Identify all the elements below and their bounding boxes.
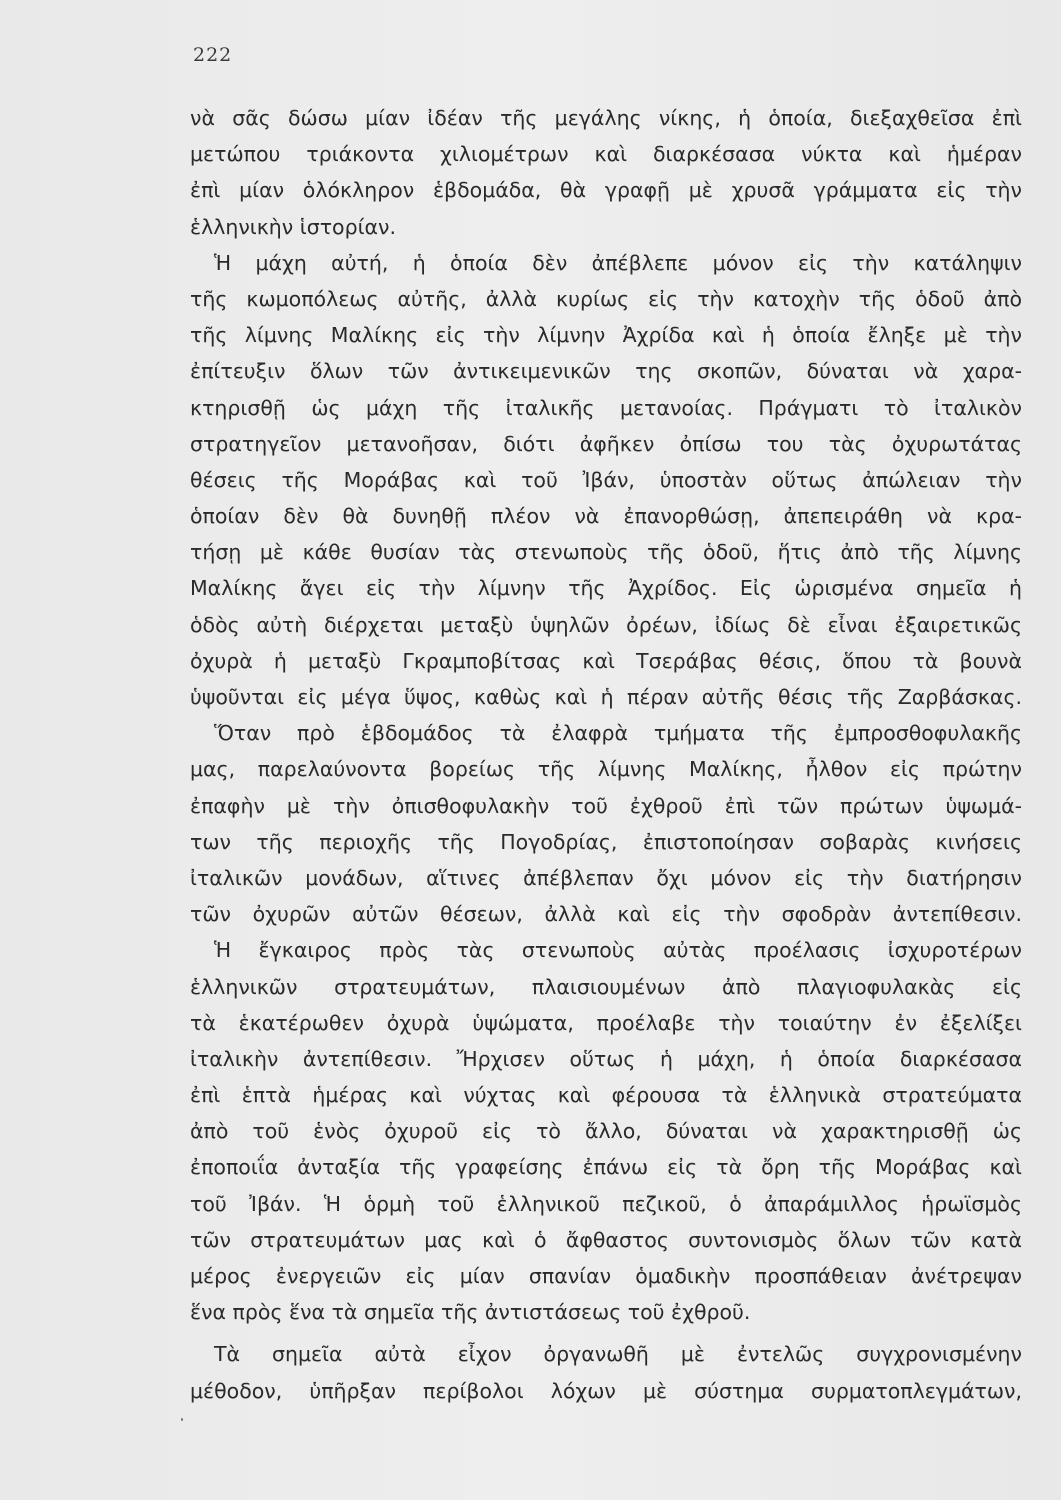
text-line: τοῦ Ἰβάν. Ἡ ὁρμὴ τοῦ ἑλληνικοῦ πεζικοῦ, ὁ ἀπαράμιλλος ἡρωϊσμὸς	[190, 1191, 1022, 1216]
text-line: Μαλίκης ἄγει εἰς τὴν λίμνην τῆς Ἀχρίδος. Εἰς ὡρισμένα σημεῖα ἡ	[190, 576, 1022, 601]
paragraph-start-line: Ὅταν πρὸ ἑβδομάδος τὰ ἐλαφρὰ τμήματα τῆς ἐμπροσθοφυλακῆς	[214, 721, 1022, 746]
text-line: τῶν ὀχυρῶν αὐτῶν θέσεων, ἀλλὰ καὶ εἰς τὴν σφοδρὰν ἀντεπίθεσιν.	[190, 902, 1022, 927]
text-line: ἑλληνικὴν ἱστορίαν.	[190, 214, 397, 239]
paragraph-start-line: Ἡ μάχη αὐτή, ἡ ὁποία δὲν ἀπέβλεπε μόνον εἰς τὴν κατάληψιν	[214, 250, 1022, 275]
paragraph-start-line: Ἡ ἔγκαιρος πρὸς τὰς στενωποὺς αὐτὰς προέλασις ἰσχυροτέρων	[214, 938, 1022, 963]
text-line: στρατηγεῖον μετανοῆσαν, διότι ἀφῆκεν ὀπίσω του τὰς ὀχυρωτάτας	[190, 431, 1022, 456]
text-line: νὰ σᾶς δώσω μίαν ἰδέαν τῆς μεγάλης νίκης, ἡ ὁποία, διεξαχθεῖσα ἐπὶ	[190, 106, 1022, 130]
text-line: τήσῃ μὲ κάθε θυσίαν τὰς στενωποὺς τῆς ὁδοῦ, ἥτις ἀπὸ τῆς λίμνης	[190, 540, 1022, 565]
text-line: ἐπὶ ἑπτὰ ἡμέρας καὶ νύχτας καὶ φέρουσα τὰ ἑλληνικὰ στρατεύματα	[190, 1083, 1022, 1108]
text-line: ἐπαφὴν μὲ τὴν ὀπισθοφυλακὴν τοῦ ἐχθροῦ ἐπὶ τῶν πρώτων ὑψωμά-	[190, 793, 1022, 818]
text-line: των τῆς περιοχῆς τῆς Πογοδρίας, ἐπιστοποίησαν σοβαρὰς κινήσεις	[190, 829, 1022, 854]
text-line: μετώπου τριάκοντα χιλιομέτρων καὶ διαρκέσασα νύκτα καὶ ἡμέραν	[190, 142, 1022, 167]
text-line: μας, παρελαύνοντα βορείως τῆς λίμνης Μαλίκης, ἦλθον εἰς πρώτην	[190, 757, 1022, 782]
text-line: ἀπὸ τοῦ ἑνὸς ὀχυροῦ εἰς τὸ ἄλλο, δύναται νὰ χαρακτηρισθῇ ὡς	[190, 1119, 1022, 1144]
text-line: μέρος ἐνεργειῶν εἰς μίαν σπανίαν ὁμαδικὴν προσπάθειαν ἀνέτρεψαν	[190, 1264, 1022, 1288]
text-line: ἐποποιΐα ἀνταξία τῆς γραφείσης ἐπάνω εἰς τὰ ὄρη τῆς Μοράβας καὶ	[190, 1155, 1022, 1180]
text-line: ὁποίαν δὲν θὰ δυνηθῇ πλέον νὰ ἐπανορθώσῃ, ἀπεπειράθη νὰ κρα-	[190, 504, 1022, 529]
text-line: τῶν στρατευμάτων μας καὶ ὁ ἄφθαστος συντονισμὸς ὅλων τῶν κατὰ	[190, 1227, 1022, 1252]
paragraph-start-line: Τὰ σημεῖα αὐτὰ εἶχον ὀργανωθῆ μὲ ἐντελῶς συγχρονισμένην	[214, 1342, 1022, 1367]
text-line: ὁδὸς αὐτὴ διέρχεται μεταξὺ ὑψηλῶν ὀρέων, ἰδίως δὲ εἶναι ἐξαιρετικῶς	[190, 612, 1022, 637]
text-line: τῆς κωμοπόλεως αὐτῆς, ἀλλὰ κυρίως εἰς τὴν κατοχὴν τῆς ὁδοῦ ἀπὸ	[190, 286, 1022, 311]
text-line: μέθοδον, ὑπῆρξαν περίβολοι λόχων μὲ σύστημα συρματοπλεγμάτων,	[190, 1378, 1022, 1403]
text-line: ὑψοῦνται εἰς μέγα ὕψος, καθὼς καὶ ἡ πέραν αὐτῆς θέσις τῆς Ζαρβάσκας.	[190, 685, 1022, 709]
text-line: θέσεις τῆς Μοράβας καὶ τοῦ Ἰβάν, ὑποστὰν οὕτως ἀπώλειαν τὴν	[190, 467, 1022, 492]
page-number: 222	[193, 44, 233, 66]
paper-speck	[181, 1418, 183, 1421]
text-line: τὰ ἑκατέρωθεν ὀχυρὰ ὑψώματα, προέλαβε τὴν τοιαύτην ἐν ἐξελίξει	[190, 1010, 1022, 1035]
text-line: τῆς λίμνης Μαλίκης εἰς τὴν λίμνην Ἀχρίδα καὶ ἡ ὁποία ἔληξε μὲ τὴν	[190, 323, 1022, 348]
text-line: κτηρισθῇ ὡς μάχη τῆς ἰταλικῆς μετανοίας. Πράγματι τὸ ἰταλικὸν	[190, 395, 1022, 420]
text-line: ἐπὶ μίαν ὁλόκληρον ἑβδομάδα, θὰ γραφῇ μὲ χρυσᾶ γράμματα εἰς τὴν	[190, 178, 1022, 203]
text-line: ὀχυρὰ ἡ μεταξὺ Γκραμποβίτσας καὶ Τσεράβας θέσις, ὅπου τὰ βουνὰ	[190, 648, 1022, 673]
text-line: ἑλληνικῶν στρατευμάτων, πλαισιουμένων ἀπὸ πλαγιοφυλακὰς εἰς	[190, 974, 1022, 999]
body-text	[190, 100, 1022, 1409]
text-line: ἕνα πρὸς ἕνα τὰ σημεῖα τῆς ἀντιστάσεως τοῦ ἐχθροῦ.	[190, 1300, 751, 1325]
text-line: ἐπίτευξιν ὅλων τῶν ἀντικειμενικῶν της σκοπῶν, δύναται νὰ χαρα-	[190, 359, 1022, 384]
text-line: ἰταλικῶν μονάδων, αἵτινες ἀπέβλεπαν ὄχι μόνον εἰς τὴν διατήρησιν	[190, 865, 1022, 890]
text-line: ἰταλικὴν ἀντεπίθεσιν. Ἤρχισεν οὕτως ἡ μάχη, ἡ ὁποία διαρκέσασα	[190, 1046, 1022, 1071]
